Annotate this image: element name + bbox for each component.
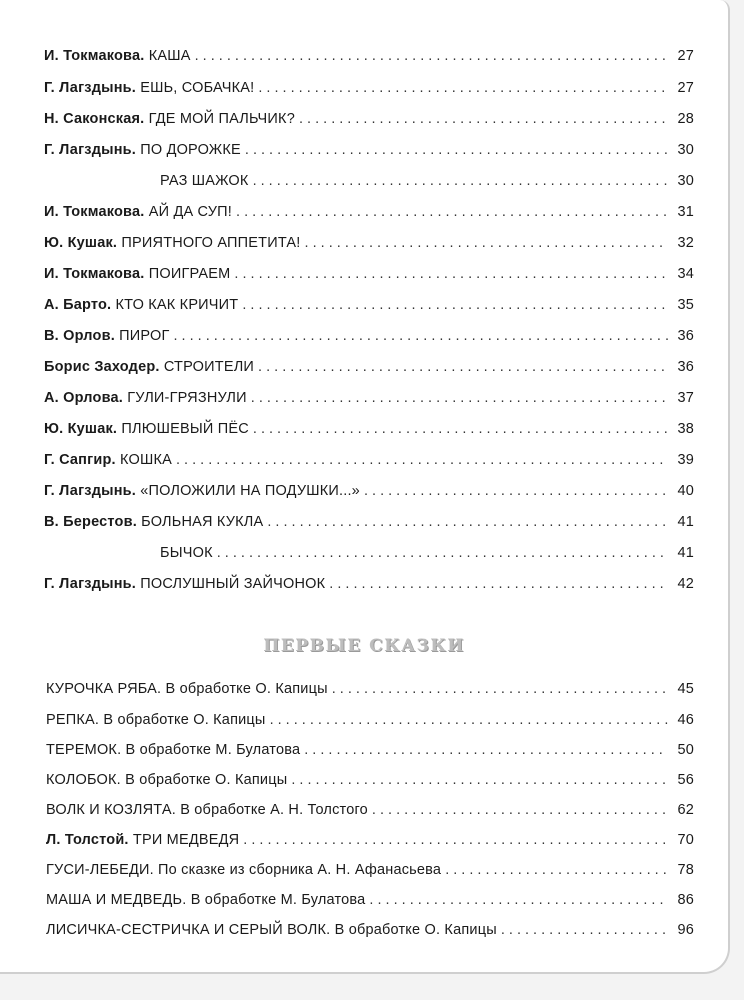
leader-dots [174, 327, 669, 345]
toc-entry [44, 575, 694, 593]
entry-author: Борис Заходер. [44, 359, 160, 375]
entry-title: ЛИСИЧКА-СЕСТРИЧКА И СЕРЫЙ ВОЛК. В обработке О. Капицы [46, 922, 497, 938]
entry-page-number: 42 [677, 576, 694, 592]
leader-dots [243, 831, 668, 849]
leader-dots [258, 358, 668, 376]
entry-author: Г. Лагздынь. [44, 142, 136, 158]
entry-author: Н. Саконская. [44, 111, 145, 127]
entry-title: «ПОЛОЖИЛИ НА ПОДУШКИ...» [140, 483, 360, 499]
toc-entry [44, 296, 694, 314]
entry-title: ПО ДОРОЖКЕ [140, 142, 241, 158]
entry-title: БЫЧОК [160, 545, 213, 561]
leader-dots [364, 482, 668, 500]
entry-author: И. Токмакова. [44, 266, 145, 282]
entry-title: ГУСИ-ЛЕБЕДИ. По сказке из сборника А. Н. Афанасьева [46, 862, 442, 878]
entry-author: В. Орлов. [44, 328, 115, 344]
entry-title: ГУЛИ-ГРЯЗНУЛИ [127, 390, 247, 406]
entry-page-number: 78 [677, 862, 694, 878]
toc-entry [44, 203, 694, 221]
entry-title: ТРИ МЕДВЕДЯ [132, 832, 240, 848]
entry-page-number: 35 [677, 297, 694, 313]
leader-dots [304, 741, 668, 759]
entry-page-number: 31 [677, 204, 694, 220]
leader-dots [195, 47, 668, 65]
entry-page-number: 50 [677, 742, 694, 758]
entry-page-number: 45 [677, 681, 694, 697]
entry-author: Ю. Кушак. [44, 421, 118, 437]
entry-author: И. Токмакова. [44, 204, 145, 220]
leader-dots [372, 801, 668, 819]
leader-dots [445, 861, 668, 879]
entry-title: СТРОИТЕЛИ [163, 359, 255, 375]
toc-entry [46, 801, 694, 819]
entry-author: Ю. Кушак. [44, 235, 118, 251]
entry-page-number: 27 [677, 80, 694, 96]
entry-title: КУРОЧКА РЯБА. В обработке О. Капицы [46, 681, 328, 697]
toc-entry [46, 921, 694, 939]
toc-entry [44, 451, 694, 469]
entry-title: ТЕРЕМОК. В обработке М. Булатова [46, 742, 301, 758]
toc-entry [46, 711, 694, 729]
entry-title: МАША И МЕДВЕДЬ. В обработке М. Булатова [46, 892, 366, 908]
leader-dots [332, 680, 668, 698]
entry-title: ПИРОГ [119, 328, 170, 344]
leader-dots [329, 575, 668, 593]
toc-entry [44, 265, 694, 283]
entry-page-number: 86 [677, 892, 694, 908]
entry-page-number: 37 [677, 390, 694, 406]
toc-entry [44, 389, 694, 407]
entry-page-number: 41 [677, 545, 694, 561]
entry-title: КАША [148, 48, 191, 64]
entry-page-number: 41 [677, 514, 694, 530]
entry-page-number: 27 [677, 48, 694, 64]
leader-dots [305, 234, 668, 252]
leader-dots [501, 921, 668, 939]
entry-title: ГДЕ МОЙ ПАЛЬЧИК? [148, 111, 295, 127]
entry-author: В. Берестов. [44, 514, 137, 530]
leader-dots [267, 513, 668, 531]
entry-title: ПОСЛУШНЫЙ ЗАЙЧОНОК [140, 576, 326, 592]
leader-dots [253, 172, 668, 190]
leader-dots [217, 544, 668, 562]
entry-title: КОЛОБОК. В обработке О. Капицы [46, 772, 288, 788]
entry-author: А. Орлова. [44, 390, 123, 406]
leader-dots [270, 711, 668, 729]
entry-title: АЙ ДА СУП! [148, 204, 233, 220]
entry-title: КТО КАК КРИЧИТ [115, 297, 239, 313]
toc-entry [44, 420, 694, 438]
toc-entry [46, 741, 694, 759]
leader-dots [299, 110, 668, 128]
entry-page-number: 32 [677, 235, 694, 251]
leader-dots [369, 891, 668, 909]
entry-title: ВОЛК И КОЗЛЯТА. В обработке А. Н. Толстого [46, 802, 368, 818]
toc-entry [46, 680, 694, 698]
entry-title: ПЛЮШЕВЫЙ ПЁС [121, 421, 249, 437]
entry-title: ЕШЬ, СОБАЧКА! [140, 80, 255, 96]
entry-title: КОШКА [120, 452, 172, 468]
entry-author: А. Барто. [44, 297, 112, 313]
toc-entry [160, 544, 694, 562]
toc-entry [44, 79, 694, 97]
entry-author: Г. Лагздынь. [44, 80, 136, 96]
entry-author: Г. Лагздынь. [44, 576, 136, 592]
entry-page-number: 70 [677, 832, 694, 848]
leader-dots [251, 389, 668, 407]
entry-page-number: 38 [677, 421, 694, 437]
entry-title: ПОИГРАЕМ [148, 266, 231, 282]
leader-dots [242, 296, 668, 314]
toc-entry [44, 358, 694, 376]
toc-entry [44, 482, 694, 500]
toc-entry [44, 110, 694, 128]
leader-dots [258, 79, 668, 97]
toc-entry [160, 172, 694, 190]
entry-title: РЕПКА. В обработке О. Капицы [46, 712, 266, 728]
section-heading: ПЕРВЫЕ СКАЗКИ [263, 636, 465, 656]
toc-entry [44, 234, 694, 252]
entry-author: Г. Лагздынь. [44, 483, 136, 499]
entry-author: Л. Толстой. [46, 832, 129, 848]
toc-entry [46, 861, 694, 879]
toc-entry [44, 513, 694, 531]
leader-dots [245, 141, 668, 159]
entry-author: И. Токмакова. [44, 48, 145, 64]
entry-page-number: 34 [677, 266, 694, 282]
toc-entry [46, 891, 694, 909]
toc-entry [46, 831, 694, 849]
entry-page-number: 46 [677, 712, 694, 728]
entry-page-number: 40 [677, 483, 694, 499]
entry-page-number: 28 [677, 111, 694, 127]
entry-page-number: 62 [677, 802, 694, 818]
leader-dots [253, 420, 668, 438]
toc-entry [44, 327, 694, 345]
leader-dots [234, 265, 668, 283]
leader-dots [176, 451, 668, 469]
entry-page-number: 39 [677, 452, 694, 468]
leader-dots [236, 203, 668, 221]
toc-entry [44, 47, 694, 65]
entry-page-number: 36 [677, 359, 694, 375]
entry-page-number: 96 [677, 922, 694, 938]
entry-page-number: 30 [677, 142, 694, 158]
toc-entry [46, 771, 694, 789]
toc-entry [44, 141, 694, 159]
leader-dots [291, 771, 668, 789]
entry-title: БОЛЬНАЯ КУКЛА [141, 514, 264, 530]
entry-title: РАЗ ШАЖОК [160, 173, 249, 189]
entry-page-number: 56 [677, 772, 694, 788]
entry-page-number: 36 [677, 328, 694, 344]
entry-title: ПРИЯТНОГО АППЕТИТА! [121, 235, 301, 251]
entry-author: Г. Сапгир. [44, 452, 116, 468]
entry-page-number: 30 [677, 173, 694, 189]
